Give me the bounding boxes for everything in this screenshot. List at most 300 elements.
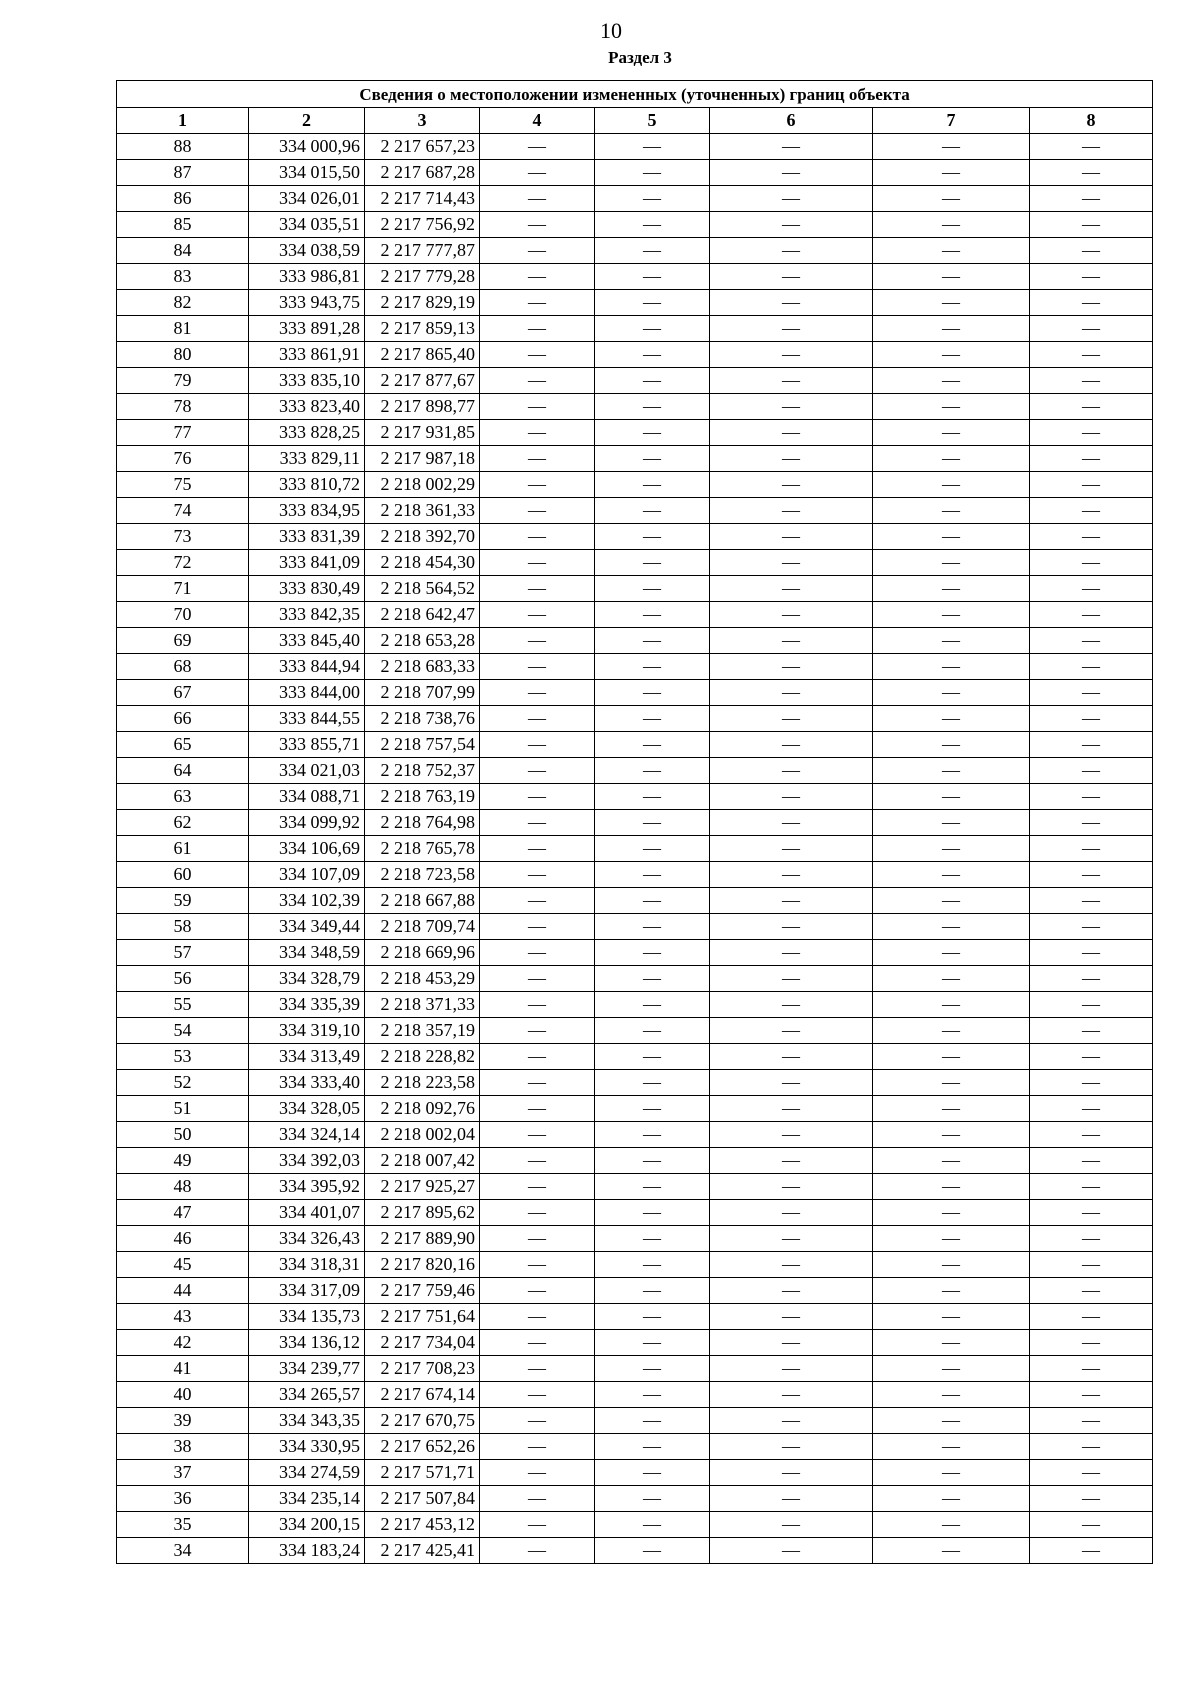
empty-value-cell: — <box>595 862 710 888</box>
empty-value-cell: — <box>595 602 710 628</box>
x-coordinate-cell: 333 828,25 <box>249 420 365 446</box>
x-coordinate-cell: 334 239,77 <box>249 1356 365 1382</box>
empty-value-cell: — <box>710 1200 873 1226</box>
empty-value-cell: — <box>873 1070 1030 1096</box>
y-coordinate-cell: 2 218 764,98 <box>365 810 480 836</box>
x-coordinate-cell: 334 335,39 <box>249 992 365 1018</box>
table-row <box>117 1044 1153 1070</box>
empty-value-cell: — <box>595 1226 710 1252</box>
empty-value-cell: — <box>710 316 873 342</box>
empty-value-cell: — <box>595 1018 710 1044</box>
empty-value-cell: — <box>1030 472 1153 498</box>
table-row <box>117 1512 1153 1538</box>
empty-value-cell: — <box>480 1200 595 1226</box>
table-row <box>117 498 1153 524</box>
y-coordinate-cell: 2 217 865,40 <box>365 342 480 368</box>
empty-value-cell: — <box>873 654 1030 680</box>
empty-value-cell: — <box>480 420 595 446</box>
y-coordinate-cell: 2 217 759,46 <box>365 1278 480 1304</box>
table-row <box>117 706 1153 732</box>
empty-value-cell: — <box>1030 550 1153 576</box>
point-number-cell: 61 <box>117 836 249 862</box>
empty-value-cell: — <box>873 1252 1030 1278</box>
empty-value-cell: — <box>873 1148 1030 1174</box>
point-number-cell: 47 <box>117 1200 249 1226</box>
table-row <box>117 654 1153 680</box>
empty-value-cell: — <box>480 290 595 316</box>
point-number-cell: 54 <box>117 1018 249 1044</box>
y-coordinate-cell: 2 218 669,96 <box>365 940 480 966</box>
point-number-cell: 80 <box>117 342 249 368</box>
empty-value-cell: — <box>710 914 873 940</box>
empty-value-cell: — <box>710 576 873 602</box>
table-row <box>117 1538 1153 1564</box>
table-row <box>117 966 1153 992</box>
empty-value-cell: — <box>710 706 873 732</box>
empty-value-cell: — <box>480 316 595 342</box>
y-coordinate-cell: 2 218 642,47 <box>365 602 480 628</box>
x-coordinate-cell: 334 401,07 <box>249 1200 365 1226</box>
y-coordinate-cell: 2 217 895,62 <box>365 1200 480 1226</box>
table-row <box>117 1278 1153 1304</box>
empty-value-cell: — <box>710 368 873 394</box>
column-header: 2 <box>249 108 365 134</box>
x-coordinate-cell: 333 829,11 <box>249 446 365 472</box>
empty-value-cell: — <box>595 186 710 212</box>
empty-value-cell: — <box>595 472 710 498</box>
table-row <box>117 1408 1153 1434</box>
y-coordinate-cell: 2 217 425,41 <box>365 1538 480 1564</box>
table-row <box>117 394 1153 420</box>
empty-value-cell: — <box>595 628 710 654</box>
empty-value-cell: — <box>710 342 873 368</box>
x-coordinate-cell: 333 823,40 <box>249 394 365 420</box>
empty-value-cell: — <box>1030 784 1153 810</box>
empty-value-cell: — <box>1030 1018 1153 1044</box>
y-coordinate-cell: 2 218 738,76 <box>365 706 480 732</box>
empty-value-cell: — <box>710 1044 873 1070</box>
empty-value-cell: — <box>480 654 595 680</box>
point-number-cell: 82 <box>117 290 249 316</box>
x-coordinate-cell: 334 326,43 <box>249 1226 365 1252</box>
x-coordinate-cell: 334 000,96 <box>249 134 365 160</box>
empty-value-cell: — <box>480 628 595 654</box>
table-row <box>117 1330 1153 1356</box>
y-coordinate-cell: 2 217 734,04 <box>365 1330 480 1356</box>
empty-value-cell: — <box>1030 1122 1153 1148</box>
y-coordinate-cell: 2 218 002,29 <box>365 472 480 498</box>
empty-value-cell: — <box>1030 1538 1153 1564</box>
empty-value-cell: — <box>480 1460 595 1486</box>
empty-value-cell: — <box>873 1382 1030 1408</box>
point-number-cell: 52 <box>117 1070 249 1096</box>
empty-value-cell: — <box>1030 1330 1153 1356</box>
y-coordinate-cell: 2 218 357,19 <box>365 1018 480 1044</box>
y-coordinate-cell: 2 217 687,28 <box>365 160 480 186</box>
empty-value-cell: — <box>595 654 710 680</box>
point-number-cell: 83 <box>117 264 249 290</box>
table-row <box>117 1122 1153 1148</box>
empty-value-cell: — <box>595 1200 710 1226</box>
empty-value-cell: — <box>1030 238 1153 264</box>
x-coordinate-cell: 334 026,01 <box>249 186 365 212</box>
empty-value-cell: — <box>595 1148 710 1174</box>
y-coordinate-cell: 2 218 683,33 <box>365 654 480 680</box>
empty-value-cell: — <box>595 212 710 238</box>
x-coordinate-cell: 333 986,81 <box>249 264 365 290</box>
empty-value-cell: — <box>873 1512 1030 1538</box>
point-number-cell: 59 <box>117 888 249 914</box>
point-number-cell: 74 <box>117 498 249 524</box>
table-row <box>117 238 1153 264</box>
empty-value-cell: — <box>710 472 873 498</box>
x-coordinate-cell: 333 835,10 <box>249 368 365 394</box>
y-coordinate-cell: 2 217 714,43 <box>365 186 480 212</box>
empty-value-cell: — <box>1030 966 1153 992</box>
empty-value-cell: — <box>873 550 1030 576</box>
empty-value-cell: — <box>480 1096 595 1122</box>
empty-value-cell: — <box>873 914 1030 940</box>
empty-value-cell: — <box>480 758 595 784</box>
point-number-cell: 88 <box>117 134 249 160</box>
point-number-cell: 62 <box>117 810 249 836</box>
empty-value-cell: — <box>1030 1434 1153 1460</box>
empty-value-cell: — <box>710 1356 873 1382</box>
y-coordinate-cell: 2 217 820,16 <box>365 1252 480 1278</box>
empty-value-cell: — <box>873 1538 1030 1564</box>
empty-value-cell: — <box>595 498 710 524</box>
empty-value-cell: — <box>710 836 873 862</box>
empty-value-cell: — <box>710 732 873 758</box>
empty-value-cell: — <box>873 394 1030 420</box>
point-number-cell: 71 <box>117 576 249 602</box>
empty-value-cell: — <box>480 680 595 706</box>
empty-value-cell: — <box>873 186 1030 212</box>
empty-value-cell: — <box>873 160 1030 186</box>
table-row <box>117 1434 1153 1460</box>
empty-value-cell: — <box>595 550 710 576</box>
y-coordinate-cell: 2 218 007,42 <box>365 1148 480 1174</box>
empty-value-cell: — <box>710 680 873 706</box>
empty-value-cell: — <box>595 1122 710 1148</box>
empty-value-cell: — <box>595 992 710 1018</box>
empty-value-cell: — <box>873 1044 1030 1070</box>
x-coordinate-cell: 334 200,15 <box>249 1512 365 1538</box>
empty-value-cell: — <box>873 420 1030 446</box>
point-number-cell: 39 <box>117 1408 249 1434</box>
empty-value-cell: — <box>480 992 595 1018</box>
empty-value-cell: — <box>595 784 710 810</box>
empty-value-cell: — <box>595 1330 710 1356</box>
empty-value-cell: — <box>480 576 595 602</box>
empty-value-cell: — <box>595 1278 710 1304</box>
empty-value-cell: — <box>873 1330 1030 1356</box>
empty-value-cell: — <box>1030 1278 1153 1304</box>
empty-value-cell: — <box>1030 212 1153 238</box>
y-coordinate-cell: 2 217 779,28 <box>365 264 480 290</box>
empty-value-cell: — <box>1030 420 1153 446</box>
y-coordinate-cell: 2 218 454,30 <box>365 550 480 576</box>
x-coordinate-cell: 334 015,50 <box>249 160 365 186</box>
point-number-cell: 81 <box>117 316 249 342</box>
empty-value-cell: — <box>873 784 1030 810</box>
y-coordinate-cell: 2 217 708,23 <box>365 1356 480 1382</box>
empty-value-cell: — <box>1030 940 1153 966</box>
empty-value-cell: — <box>1030 342 1153 368</box>
empty-value-cell: — <box>480 966 595 992</box>
empty-value-cell: — <box>873 706 1030 732</box>
y-coordinate-cell: 2 218 371,33 <box>365 992 480 1018</box>
point-number-cell: 69 <box>117 628 249 654</box>
point-number-cell: 68 <box>117 654 249 680</box>
empty-value-cell: — <box>595 524 710 550</box>
y-coordinate-cell: 2 218 757,54 <box>365 732 480 758</box>
table-row <box>117 1148 1153 1174</box>
empty-value-cell: — <box>873 862 1030 888</box>
empty-value-cell: — <box>480 602 595 628</box>
table-row <box>117 1486 1153 1512</box>
point-number-cell: 77 <box>117 420 249 446</box>
x-coordinate-cell: 334 135,73 <box>249 1304 365 1330</box>
empty-value-cell: — <box>595 1486 710 1512</box>
point-number-cell: 60 <box>117 862 249 888</box>
empty-value-cell: — <box>1030 524 1153 550</box>
table-row <box>117 316 1153 342</box>
point-number-cell: 35 <box>117 1512 249 1538</box>
empty-value-cell: — <box>480 1174 595 1200</box>
column-header: 7 <box>873 108 1030 134</box>
empty-value-cell: — <box>710 238 873 264</box>
column-header: 8 <box>1030 108 1153 134</box>
empty-value-cell: — <box>710 1070 873 1096</box>
point-number-cell: 45 <box>117 1252 249 1278</box>
empty-value-cell: — <box>710 862 873 888</box>
y-coordinate-cell: 2 217 859,13 <box>365 316 480 342</box>
point-number-cell: 50 <box>117 1122 249 1148</box>
table-row <box>117 186 1153 212</box>
empty-value-cell: — <box>480 1044 595 1070</box>
empty-value-cell: — <box>873 1096 1030 1122</box>
point-number-cell: 73 <box>117 524 249 550</box>
point-number-cell: 49 <box>117 1148 249 1174</box>
y-coordinate-cell: 2 218 564,52 <box>365 576 480 602</box>
empty-value-cell: — <box>480 394 595 420</box>
empty-value-cell: — <box>480 550 595 576</box>
empty-value-cell: — <box>480 1122 595 1148</box>
point-number-cell: 51 <box>117 1096 249 1122</box>
point-number-cell: 87 <box>117 160 249 186</box>
empty-value-cell: — <box>480 1356 595 1382</box>
table-row <box>117 290 1153 316</box>
empty-value-cell: — <box>1030 1148 1153 1174</box>
y-coordinate-cell: 2 218 223,58 <box>365 1070 480 1096</box>
empty-value-cell: — <box>1030 576 1153 602</box>
table-row <box>117 550 1153 576</box>
empty-value-cell: — <box>480 238 595 264</box>
empty-value-cell: — <box>710 212 873 238</box>
empty-value-cell: — <box>873 1356 1030 1382</box>
table-row <box>117 862 1153 888</box>
empty-value-cell: — <box>710 1096 873 1122</box>
point-number-cell: 46 <box>117 1226 249 1252</box>
empty-value-cell: — <box>710 1122 873 1148</box>
empty-value-cell: — <box>1030 498 1153 524</box>
empty-value-cell: — <box>595 1096 710 1122</box>
empty-value-cell: — <box>873 992 1030 1018</box>
x-coordinate-cell: 334 038,59 <box>249 238 365 264</box>
empty-value-cell: — <box>1030 160 1153 186</box>
table-header-row <box>117 108 1153 134</box>
y-coordinate-cell: 2 217 987,18 <box>365 446 480 472</box>
empty-value-cell: — <box>595 264 710 290</box>
empty-value-cell: — <box>595 576 710 602</box>
point-number-cell: 56 <box>117 966 249 992</box>
table-row <box>117 914 1153 940</box>
y-coordinate-cell: 2 217 756,92 <box>365 212 480 238</box>
empty-value-cell: — <box>710 186 873 212</box>
empty-value-cell: — <box>873 576 1030 602</box>
empty-value-cell: — <box>873 524 1030 550</box>
table-row <box>117 472 1153 498</box>
empty-value-cell: — <box>1030 680 1153 706</box>
empty-value-cell: — <box>873 238 1030 264</box>
empty-value-cell: — <box>710 1304 873 1330</box>
x-coordinate-cell: 334 328,05 <box>249 1096 365 1122</box>
empty-value-cell: — <box>873 1278 1030 1304</box>
empty-value-cell: — <box>873 758 1030 784</box>
empty-value-cell: — <box>710 1226 873 1252</box>
empty-value-cell: — <box>1030 1070 1153 1096</box>
point-number-cell: 76 <box>117 446 249 472</box>
empty-value-cell: — <box>710 758 873 784</box>
column-header: 5 <box>595 108 710 134</box>
empty-value-cell: — <box>710 524 873 550</box>
empty-value-cell: — <box>595 1434 710 1460</box>
empty-value-cell: — <box>710 1018 873 1044</box>
x-coordinate-cell: 333 830,49 <box>249 576 365 602</box>
table-row <box>117 758 1153 784</box>
empty-value-cell: — <box>480 186 595 212</box>
y-coordinate-cell: 2 217 931,85 <box>365 420 480 446</box>
x-coordinate-cell: 334 333,40 <box>249 1070 365 1096</box>
empty-value-cell: — <box>873 602 1030 628</box>
empty-value-cell: — <box>480 1018 595 1044</box>
empty-value-cell: — <box>873 498 1030 524</box>
empty-value-cell: — <box>710 550 873 576</box>
empty-value-cell: — <box>1030 836 1153 862</box>
point-number-cell: 67 <box>117 680 249 706</box>
empty-value-cell: — <box>873 1018 1030 1044</box>
table-row <box>117 524 1153 550</box>
point-number-cell: 78 <box>117 394 249 420</box>
table-row <box>117 1200 1153 1226</box>
empty-value-cell: — <box>710 290 873 316</box>
y-coordinate-cell: 2 218 667,88 <box>365 888 480 914</box>
empty-value-cell: — <box>1030 862 1153 888</box>
empty-value-cell: — <box>1030 1460 1153 1486</box>
empty-value-cell: — <box>873 1434 1030 1460</box>
x-coordinate-cell: 334 099,92 <box>249 810 365 836</box>
empty-value-cell: — <box>1030 316 1153 342</box>
empty-value-cell: — <box>1030 888 1153 914</box>
empty-value-cell: — <box>480 264 595 290</box>
x-coordinate-cell: 334 035,51 <box>249 212 365 238</box>
page-number: 10 <box>600 18 622 43</box>
point-number-cell: 40 <box>117 1382 249 1408</box>
x-coordinate-cell: 333 861,91 <box>249 342 365 368</box>
point-number-cell: 57 <box>117 940 249 966</box>
empty-value-cell: — <box>480 836 595 862</box>
table-row <box>117 212 1153 238</box>
empty-value-cell: — <box>873 940 1030 966</box>
empty-value-cell: — <box>595 836 710 862</box>
empty-value-cell: — <box>480 1070 595 1096</box>
empty-value-cell: — <box>873 888 1030 914</box>
y-coordinate-cell: 2 218 002,04 <box>365 1122 480 1148</box>
empty-value-cell: — <box>1030 1200 1153 1226</box>
empty-value-cell: — <box>595 732 710 758</box>
x-coordinate-cell: 334 330,95 <box>249 1434 365 1460</box>
empty-value-cell: — <box>710 1382 873 1408</box>
empty-value-cell: — <box>1030 446 1153 472</box>
empty-value-cell: — <box>873 1122 1030 1148</box>
empty-value-cell: — <box>873 966 1030 992</box>
empty-value-cell: — <box>480 1512 595 1538</box>
table-caption-row <box>117 81 1153 108</box>
column-header: 4 <box>480 108 595 134</box>
table-row <box>117 680 1153 706</box>
empty-value-cell: — <box>1030 1252 1153 1278</box>
empty-value-cell: — <box>873 472 1030 498</box>
empty-value-cell: — <box>595 160 710 186</box>
point-number-cell: 55 <box>117 992 249 1018</box>
empty-value-cell: — <box>873 1174 1030 1200</box>
empty-value-cell: — <box>595 1408 710 1434</box>
table-row <box>117 134 1153 160</box>
empty-value-cell: — <box>873 810 1030 836</box>
empty-value-cell: — <box>710 602 873 628</box>
empty-value-cell: — <box>595 1538 710 1564</box>
x-coordinate-cell: 334 317,09 <box>249 1278 365 1304</box>
y-coordinate-cell: 2 217 571,71 <box>365 1460 480 1486</box>
table-row <box>117 1096 1153 1122</box>
empty-value-cell: — <box>480 160 595 186</box>
table-row <box>117 732 1153 758</box>
table-row <box>117 1304 1153 1330</box>
empty-value-cell: — <box>710 992 873 1018</box>
empty-value-cell: — <box>480 1252 595 1278</box>
empty-value-cell: — <box>595 134 710 160</box>
empty-value-cell: — <box>595 914 710 940</box>
empty-value-cell: — <box>480 732 595 758</box>
empty-value-cell: — <box>595 706 710 732</box>
x-coordinate-cell: 333 834,95 <box>249 498 365 524</box>
empty-value-cell: — <box>710 940 873 966</box>
empty-value-cell: — <box>710 160 873 186</box>
point-number-cell: 65 <box>117 732 249 758</box>
empty-value-cell: — <box>1030 1382 1153 1408</box>
table-row <box>117 992 1153 1018</box>
empty-value-cell: — <box>480 810 595 836</box>
empty-value-cell: — <box>595 940 710 966</box>
x-coordinate-cell: 334 313,49 <box>249 1044 365 1070</box>
empty-value-cell: — <box>595 1382 710 1408</box>
empty-value-cell: — <box>1030 992 1153 1018</box>
empty-value-cell: — <box>1030 1408 1153 1434</box>
empty-value-cell: — <box>1030 602 1153 628</box>
empty-value-cell: — <box>1030 1512 1153 1538</box>
x-coordinate-cell: 334 102,39 <box>249 888 365 914</box>
